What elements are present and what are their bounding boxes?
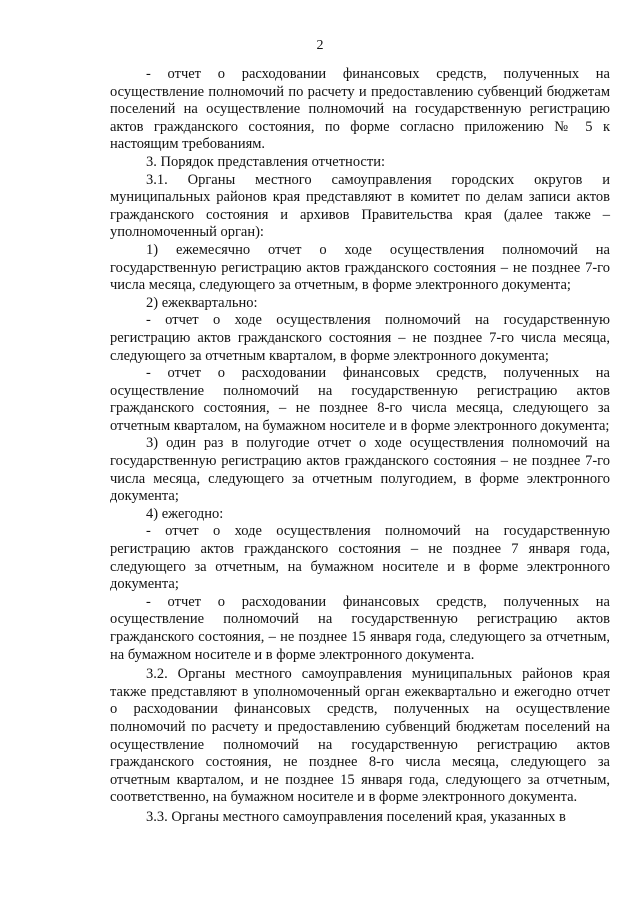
page-number: 2 <box>316 38 324 53</box>
paragraph-annual-expense-report: - отчет о расходовании финансовых средств, полученных на осуществление полномочий на государственную регистрацию актов гражданского состояния, – не позднее 15 января года, следующего за отчетным, на бумажном носителе и в форме электронного документа. <box>110 593 610 663</box>
paragraph-quarterly-progress-report: - отчет о ходе осуществления полномочий на государственную регистрацию актов гражданского состояния – не позднее 7-го числа месяца, следующего за отчетным кварталом, в форме электронного документа; <box>110 312 610 364</box>
paragraph-quarterly-expense-report: - отчет о расходовании финансовых средств, полученных на осуществление полномочий на государственную регистрацию актов гражданского состояния, – не позднее 8-го числа месяца, следующего за отчетным кварталом, на бумажном носителе и в форме электронного документа; <box>110 365 610 434</box>
paragraph-3-3: 3.3. Органы местного самоуправления поселений края, указанных в <box>146 808 566 825</box>
paragraph-expense-report-settlements: - отчет о расходовании финансовых средств, полученных на осуществление полномочий по расчету и предоставлению субвенций бюджетам поселений на осуществление полномочий на государственную регистрацию актов гражданского состояния, по форме согласно приложению № 5 к настоящим требованиям. <box>110 66 610 153</box>
paragraph-quarterly-heading: 2) ежеквартально: <box>146 294 258 311</box>
paragraph-3-1: 3.1. Органы местного самоуправления городских округов и муниципальных районов края представляют в комитет по делам записи актов гражданского состояния и архивов Правительства края (далее также – уполномоченный орган): <box>110 171 610 241</box>
paragraph-3-2: 3.2. Органы местного самоуправления муниципальных районов края также представляют в уполномоченный орган ежеквартально и ежегодно отчет о расходовании финансовых средств, полученных на осуществление полномочий по расчету и предоставлению субвенций бюджетам поселений на осуществление полномочий на государственную регистрацию актов гражданского состояния, не позднее 8-го числа месяца, следующего за отчетным кварталом, и не позднее 15 января года, следующего за отчетным, соответственно, на бумажном носителе и в форме электронного документа. <box>110 666 610 806</box>
paragraph-annual-progress-report: - отчет о ходе осуществления полномочий на государственную регистрацию актов гражданского состояния – не позднее 7 января года, следующего за отчетным, на бумажном носителе и в форме электронного документа; <box>110 523 610 593</box>
document-body <box>110 66 610 827</box>
paragraph-annual-heading: 4) ежегодно: <box>146 505 224 522</box>
paragraph-monthly: 1) ежемесячно отчет о ходе осуществления полномочий на государственную регистрацию актов гражданского состояния – не позднее 7-го числа месяца, следующего за отчетным, в форме электронного документа; <box>110 241 610 294</box>
paragraph-section-3-heading: 3. Порядок представления отчетности: <box>146 153 385 170</box>
paragraph-semiannual: 3) один раз в полугодие отчет о ходе осуществления полномочий на государственную регистрацию актов гражданского состояния – не позднее 7-го числа месяца, следующего за отчетным полугодием, в форме электронного документа; <box>110 435 610 505</box>
